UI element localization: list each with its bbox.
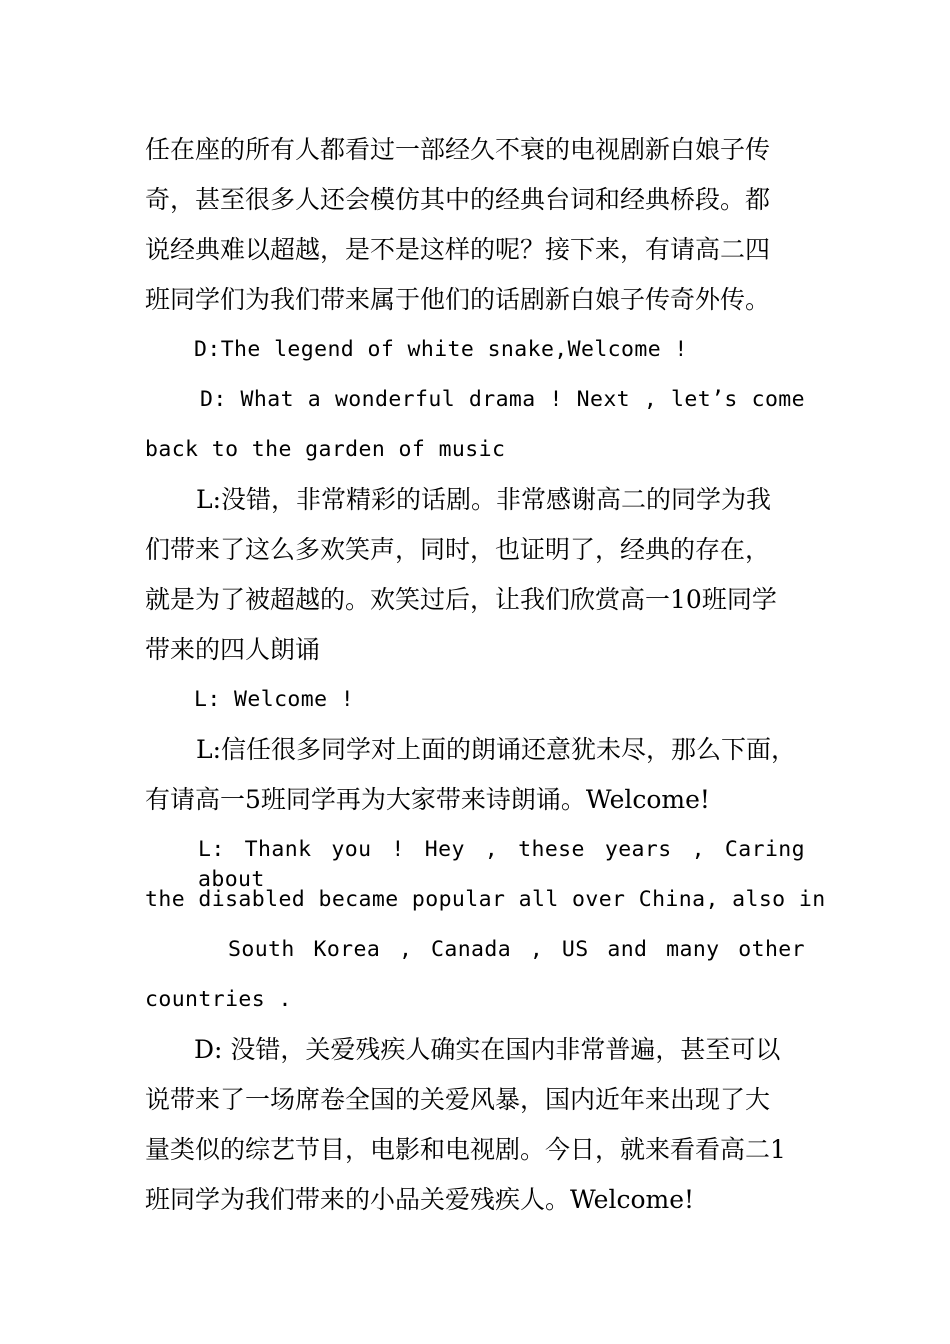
text-line: 班同学为我们带来的小品关爱残疾人。Welcome! <box>145 1185 695 1214</box>
dialogue-line: countries . <box>145 987 292 1012</box>
text-line: 带来的四人朗诵 <box>145 635 321 664</box>
dialogue-line: L: Thank you ! Hey , these years , Caring about <box>198 837 805 892</box>
text-line: 班同学们为我们带来属于他们的话剧新白娘子传奇外传。 <box>145 285 771 314</box>
dialogue-line: back to the garden of music <box>145 437 506 462</box>
text-line: 有请高一5班同学再为大家带来诗朗诵。Welcome! <box>145 785 710 814</box>
dialogue-line: the disabled became popular all over China, also in <box>145 887 826 912</box>
text-line: 说经典难以超越，是不是这样的呢？接下来，有请高二四 <box>145 235 771 264</box>
text-line: 量类似的综艺节目，电影和电视剧。今日，就来看看高二1 <box>145 1135 786 1164</box>
dialogue-line: L: Welcome ! <box>194 687 355 712</box>
text-line: 们带来了这么多欢笑声，同时，也证明了，经典的存在， <box>145 535 771 564</box>
text-line: L:信任很多同学对上面的朗诵还意犹未尽，那么下面， <box>196 735 797 764</box>
dialogue-line: South Korea , Canada , US and many other <box>228 937 805 962</box>
text-line: L:没错，非常精彩的话剧。非常感谢高二的同学为我 <box>196 485 772 514</box>
text-line: 任在座的所有人都看过一部经久不衰的电视剧新白娘子传 <box>145 135 771 164</box>
dialogue-line: D:The legend of white snake,Welcome ! <box>194 337 688 362</box>
dialogue-line: D: What a wonderful drama ! Next , let’s come <box>200 387 805 412</box>
text-line: 奇，甚至很多人还会模仿其中的经典台词和经典桥段。都 <box>145 185 771 214</box>
text-line: 说带来了一场席卷全国的关爱风暴，国内近年来出现了大 <box>145 1085 771 1114</box>
text-line: 就是为了被超越的。欢笑过后，让我们欣赏高一10班同学 <box>145 585 777 614</box>
text-line: D: 没错，关爱残疾人确实在国内非常普遍，甚至可以 <box>194 1035 781 1064</box>
